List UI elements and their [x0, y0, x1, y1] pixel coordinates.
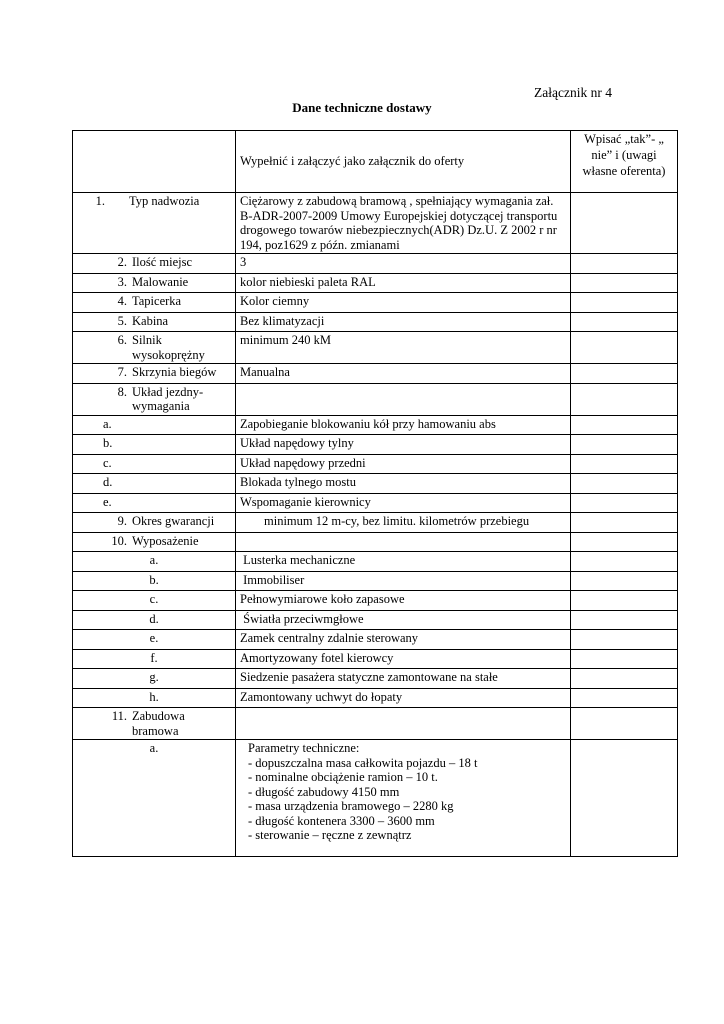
row-value: Immobiliser — [236, 571, 571, 591]
table-row — [73, 493, 678, 513]
param-line: - długość zabudowy 4150 mm — [248, 784, 400, 799]
row-value: Światła przeciwmgłowe — [236, 610, 571, 630]
answer-cell[interactable] — [571, 273, 678, 293]
answer-cell[interactable] — [571, 474, 678, 494]
row-value: Kolor ciemny — [236, 293, 571, 313]
row-number: 6. — [117, 333, 127, 347]
row-label: Tapicerka — [132, 294, 182, 308]
row-number: 9. — [117, 514, 127, 528]
sub-letter: g. — [73, 669, 236, 689]
answer-cell[interactable] — [571, 571, 678, 591]
sub-letter: a. — [73, 740, 236, 857]
table-row — [73, 669, 678, 689]
row-value: Siedzenie pasażera statyczne zamontowane na stałe — [236, 669, 571, 689]
header-instruction: Wypełnić i załączyć jako załącznik do oferty — [236, 131, 571, 193]
row-label: Silnik wysokoprężny — [132, 333, 205, 362]
table-row — [73, 591, 678, 611]
row-value: Układ napędowy tylny — [236, 435, 571, 455]
row-number: 11. — [111, 709, 127, 723]
sub-letter: c. — [73, 591, 236, 611]
param-line: - długość kontenera 3300 – 3600 mm — [248, 813, 435, 828]
table-row — [73, 474, 678, 494]
answer-cell[interactable] — [571, 312, 678, 332]
row-value: Zamontowany uchwyt do łopaty — [236, 688, 571, 708]
row-label: Skrzynia biegów — [132, 365, 217, 379]
table-row — [73, 383, 678, 415]
row-value: Blokada tylnego mostu — [236, 474, 571, 494]
table-row — [73, 708, 678, 740]
answer-cell[interactable] — [571, 383, 678, 415]
row-label: Ilość miejsc — [132, 255, 193, 269]
row-label: Typ nadwozia — [129, 194, 200, 208]
sub-letter: a. — [73, 552, 236, 572]
table-row — [73, 513, 678, 533]
sub-letter: a. — [73, 415, 236, 435]
table-row — [73, 454, 678, 474]
row-value: Wspomaganie kierownicy — [236, 493, 571, 513]
row-label: Kabina — [132, 313, 169, 328]
attachment-label: Załącznik nr 4 — [534, 85, 612, 100]
row-value: Bez klimatyzacji — [236, 312, 571, 332]
param-line: - masa urządzenia bramowego – 2280 kg — [248, 799, 454, 813]
row-value: Ciężarowy z zabudową bramową , spełniający wymagania zał. B-ADR-2007-2009 Umowy Europejskiej dotyczącej transportu drogowego towarów niebezpiecznych(ADR) Dz.U. Z 2002 r nr 194, poz1629 z późn. zmianami — [236, 193, 571, 254]
row-number: 3. — [117, 274, 127, 289]
answer-cell[interactable] — [571, 669, 678, 689]
row-value: Pełnowymiarowe koło zapasowe — [236, 591, 571, 611]
table-row — [73, 532, 678, 552]
table-row — [73, 610, 678, 630]
answer-cell[interactable] — [571, 513, 678, 533]
row-number: 8. — [117, 384, 127, 399]
row-number: 5. — [117, 313, 127, 328]
row-label: Wyposażenie — [132, 533, 199, 548]
answer-cell[interactable] — [571, 332, 678, 364]
table-row — [73, 415, 678, 435]
row-value: 3 — [236, 254, 571, 274]
sub-letter: e. — [73, 493, 236, 513]
row-value — [236, 383, 571, 415]
param-line: - dopuszczalna masa całkowita pojazdu – 18 t — [248, 755, 478, 770]
sub-letter: d. — [73, 610, 236, 630]
row-value: Układ napędowy przedni — [236, 454, 571, 474]
answer-cell[interactable] — [571, 610, 678, 630]
answer-cell[interactable] — [571, 293, 678, 313]
answer-cell[interactable] — [571, 493, 678, 513]
table-row — [73, 688, 678, 708]
answer-cell[interactable] — [571, 454, 678, 474]
row-number: 1. — [95, 194, 105, 208]
row-label: Malowanie — [132, 274, 189, 289]
document-title: Dane techniczne dostawy — [292, 100, 432, 115]
answer-cell[interactable] — [571, 630, 678, 650]
row-label: Zabudowa bramowa — [132, 709, 185, 738]
table-row — [73, 273, 678, 293]
sub-letter: c. — [73, 454, 236, 474]
table-row — [73, 571, 678, 591]
header-answer-column: Wpisać „tak”- „ nie” i (uwagi własne oferenta) — [571, 131, 678, 193]
answer-cell[interactable] — [571, 591, 678, 611]
row-value: Manualna — [236, 364, 571, 384]
table-row — [73, 332, 678, 364]
table-row — [73, 193, 678, 254]
row-label: Układ jezdny- wymagania — [132, 384, 204, 413]
table-row — [73, 630, 678, 650]
table-row — [73, 552, 678, 572]
row-value: Amortyzowany fotel kierowcy — [236, 649, 571, 669]
row-value: Zamek centralny zdalnie sterowany — [236, 630, 571, 650]
table-row — [73, 740, 678, 857]
row-number: 10. — [111, 533, 127, 548]
row-value: kolor niebieski paleta RAL — [236, 273, 571, 293]
row-value — [236, 708, 571, 740]
technical-parameters — [236, 740, 571, 857]
row-number: 2. — [117, 255, 127, 269]
row-number: 4. — [117, 294, 127, 308]
sub-letter: d. — [73, 474, 236, 494]
param-line: - sterowanie – ręczne z zewnątrz — [248, 828, 412, 842]
table-row — [73, 364, 678, 384]
sub-letter: e. — [73, 630, 236, 650]
row-value: Zapobieganie blokowaniu kół przy hamowaniu abs — [236, 415, 571, 435]
table-row — [73, 293, 678, 313]
answer-cell[interactable] — [571, 532, 678, 552]
table-row — [73, 435, 678, 455]
technical-data-table — [72, 130, 678, 857]
answer-cell[interactable] — [571, 435, 678, 455]
row-value: Lusterka mechaniczne — [236, 552, 571, 572]
answer-cell[interactable] — [571, 649, 678, 669]
row-value: minimum 240 kM — [236, 332, 571, 364]
header-empty-cell — [73, 131, 236, 193]
answer-cell[interactable] — [571, 552, 678, 572]
answer-cell[interactable] — [571, 364, 678, 384]
row-number: 7. — [117, 365, 127, 379]
answer-cell[interactable] — [571, 708, 678, 740]
param-line: Parametry techniczne: — [248, 741, 360, 755]
table-header-row — [73, 131, 678, 193]
answer-cell[interactable] — [571, 254, 678, 274]
answer-cell[interactable] — [571, 193, 678, 254]
row-value: minimum 12 m-cy, bez limitu. kilometrów przebiegu — [236, 513, 571, 533]
sub-letter: b. — [73, 435, 236, 455]
answer-cell[interactable] — [571, 415, 678, 435]
table-row — [73, 312, 678, 332]
sub-letter: b. — [73, 571, 236, 591]
table-row — [73, 649, 678, 669]
answer-cell[interactable] — [571, 740, 678, 857]
row-value — [236, 532, 571, 552]
row-label: Okres gwarancji — [132, 514, 215, 528]
answer-cell[interactable] — [571, 688, 678, 708]
sub-letter: h. — [73, 688, 236, 708]
sub-letter: f. — [73, 649, 236, 669]
param-line: - nominalne obciążenie ramion – 10 t. — [248, 770, 438, 784]
table-row — [73, 254, 678, 274]
